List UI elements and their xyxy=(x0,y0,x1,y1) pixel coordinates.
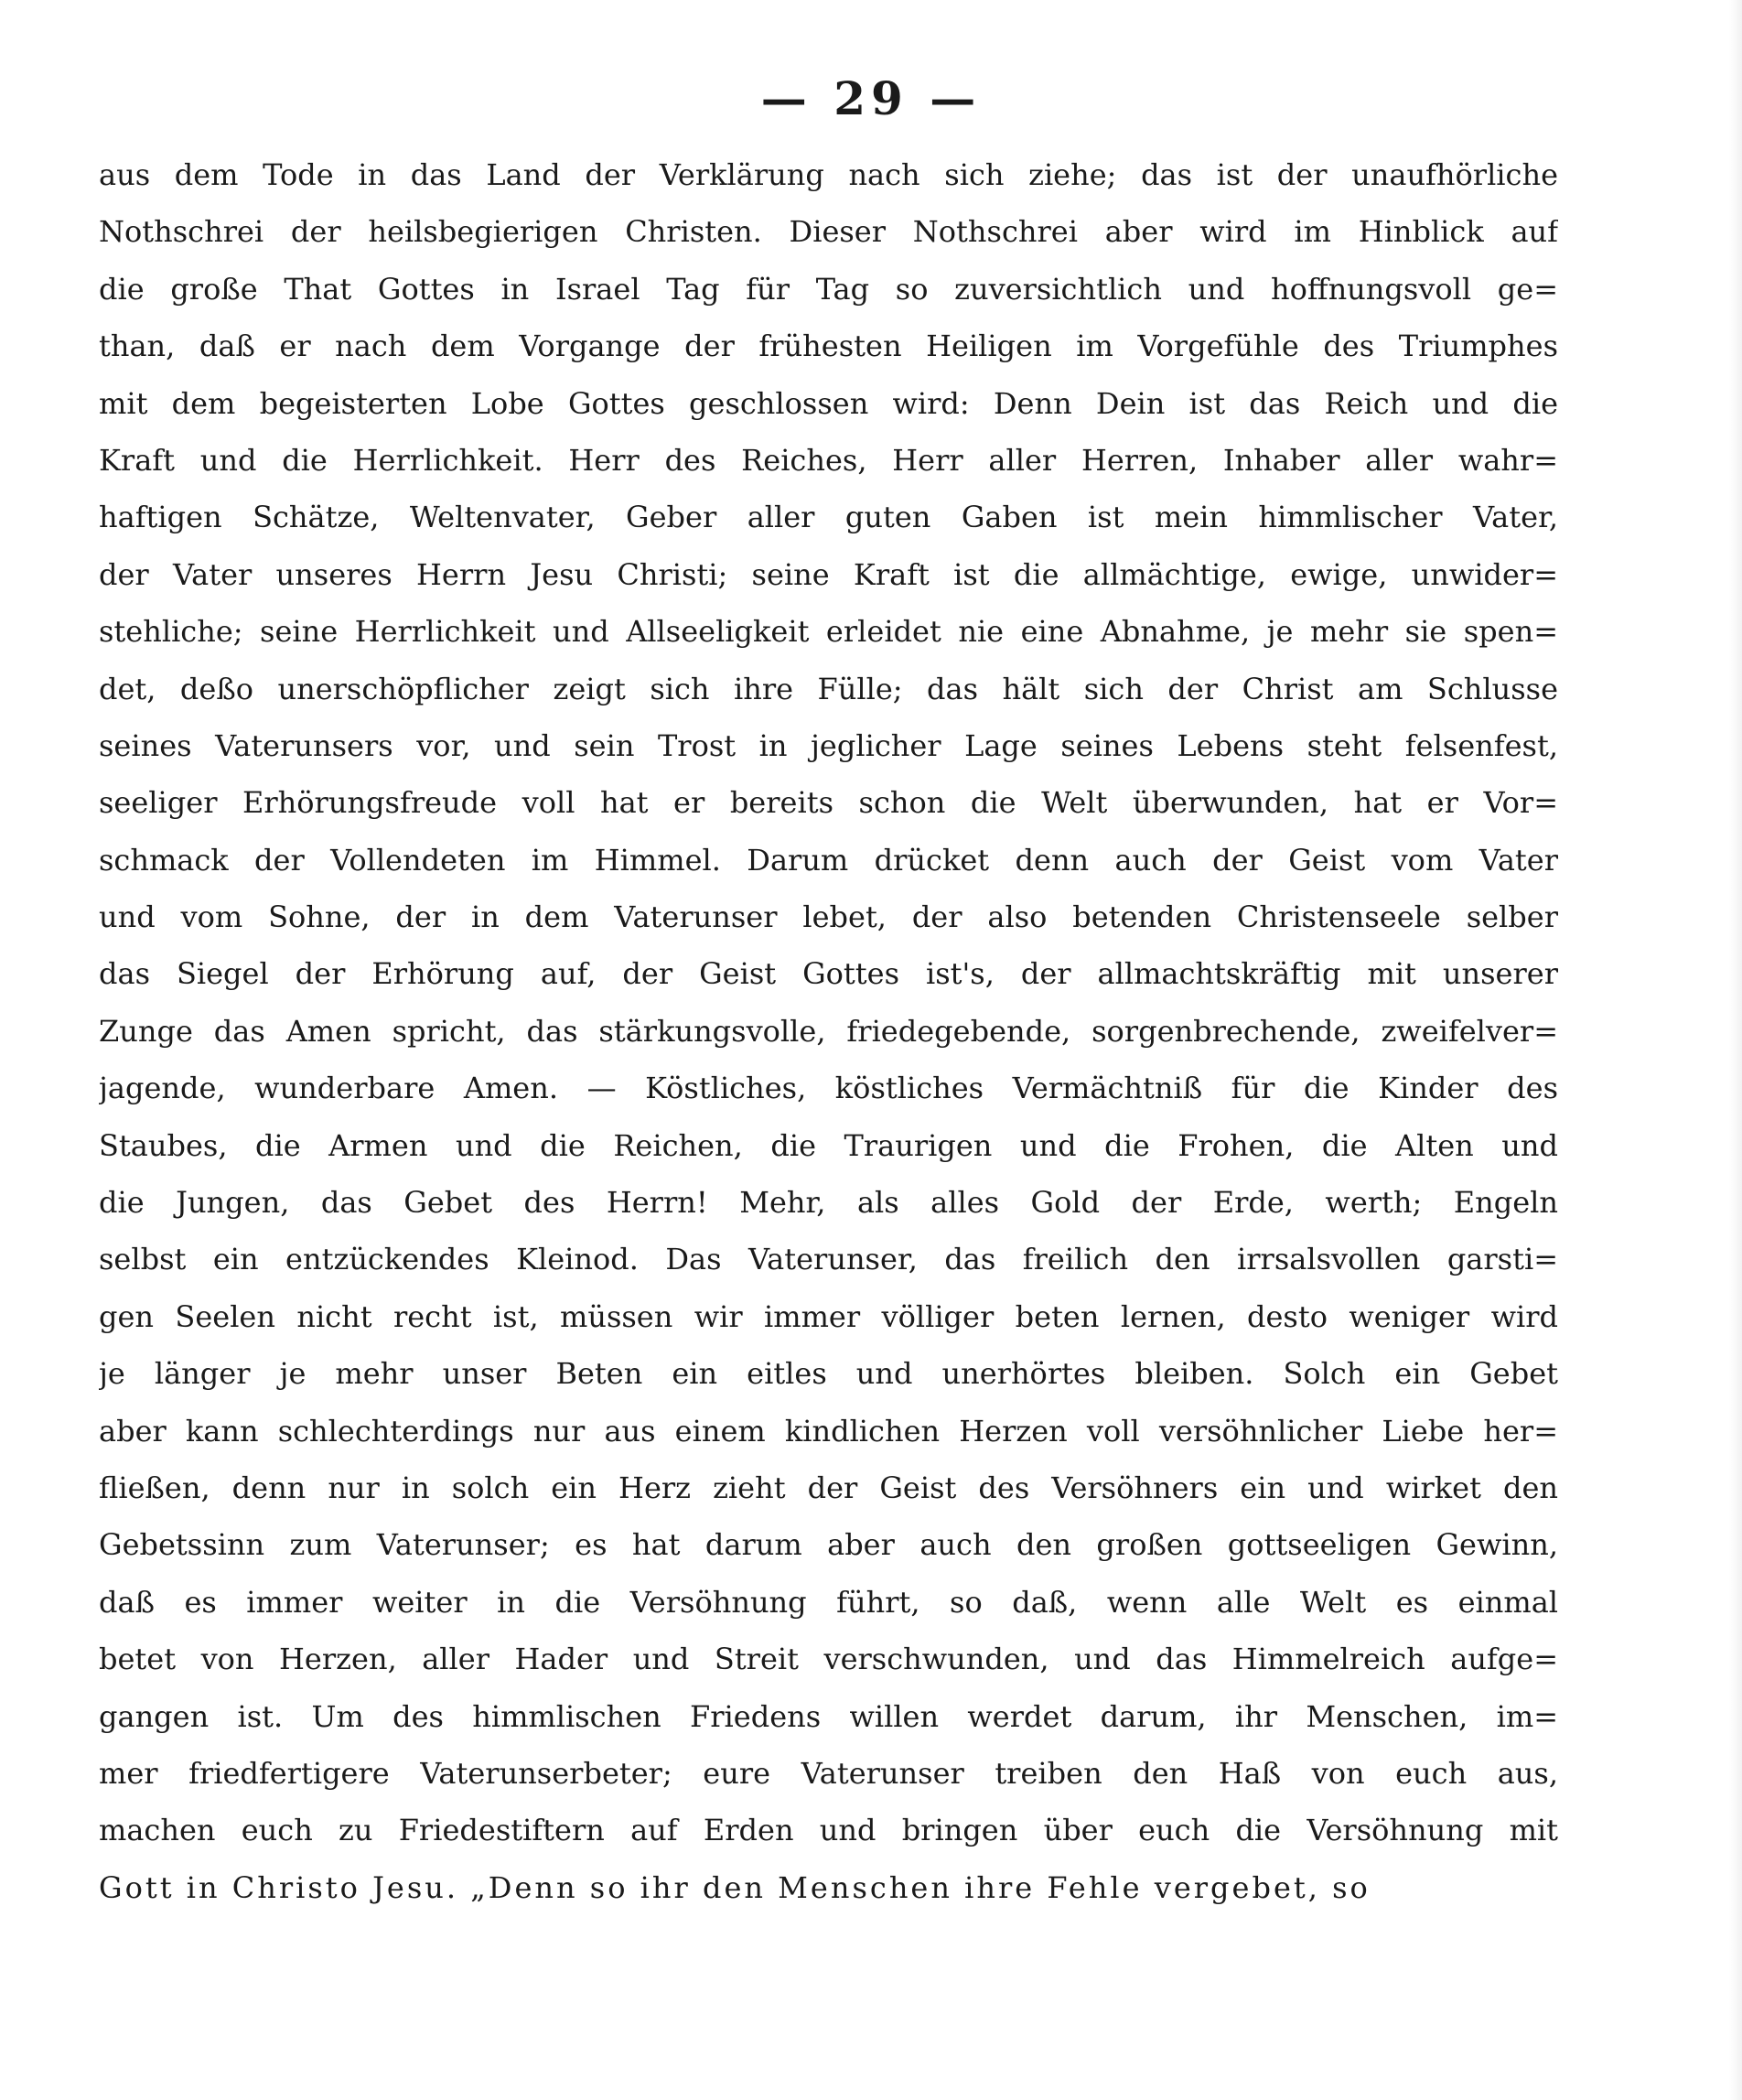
text-line: stehliche; seine Herrlichkeit und Allseeligkeit erleidet nie eine Abnahme, je mehr sie spen= xyxy=(99,614,1558,650)
text-line: seeliger Erhörungsfreude voll hat er bereits schon die Welt überwunden, hat er Vor= xyxy=(99,785,1558,821)
text-line: fließen, denn nur in solch ein Herz zieht der Geist des Versöhners ein und wirket den xyxy=(99,1470,1558,1505)
text-line: die große That Gottes in Israel Tag für Tag so zuversichtlich und hoffnungsvoll ge= xyxy=(99,271,1558,307)
text-line: aber kann schlechterdings nur aus einem kindlichen Herzen voll versöhnlicher Liebe her= xyxy=(99,1413,1558,1448)
text-line: das Siegel der Erhörung auf, der Geist Gottes ist's, der allmachtskräftig mit unserer xyxy=(99,956,1558,992)
text-line: gangen ist. Um des himmlischen Friedens willen werdet darum, ihr Menschen, im= xyxy=(99,1698,1558,1734)
text-line: selbst ein entzückendes Kleinod. Das Vaterunser, das freilich den irrsalsvollen garsti= xyxy=(99,1242,1558,1277)
text-line: mer friedfertigere Vaterunserbeter; eure Vaterunser treiben den Haß von euch aus, xyxy=(99,1755,1558,1791)
text-line: betet von Herzen, aller Hader und Streit verschwunden, und das Himmelreich aufge= xyxy=(99,1642,1558,1677)
text-line: der Vater unseres Herrn Jesu Christi; seine Kraft ist die allmächtige, ewige, unwider= xyxy=(99,556,1558,592)
text-line: je länger je mehr unser Beten ein eitles und unerhörtes bleiben. Solch ein Gebet xyxy=(99,1356,1558,1392)
text-line: jagende, wunderbare Amen. — Köstliches, köstliches Vermächtniß für die Kinder des xyxy=(99,1071,1558,1106)
text-line: Gott in Christo Jesu. „Denn so ihr den Menschen ihre Fehle vergebet, so xyxy=(99,1869,1371,1905)
text-line: Nothschrei der heilsbegierigen Christen. Dieser Nothschrei aber wird im Hinblick auf xyxy=(99,214,1558,250)
text-line: Staubes, die Armen und die Reichen, die Traurigen und die Frohen, die Alten und xyxy=(99,1127,1558,1163)
text-line: than, daß er nach dem Vorgange der frühesten Heiligen im Vorgefühle des Triumphes xyxy=(99,328,1558,364)
text-line: gen Seelen nicht recht ist, müssen wir immer völliger beten lernen, desto weniger wird xyxy=(99,1298,1558,1334)
text-line: haftigen Schätze, Weltenvater, Geber aller guten Gaben ist mein himmlischer Vater, xyxy=(99,500,1558,535)
text-line: daß es immer weiter in die Versöhnung führt, so daß, wenn alle Welt es einmal xyxy=(99,1584,1558,1620)
text-line: mit dem begeisterten Lobe Gottes geschlossen wird: Denn Dein ist das Reich und die xyxy=(99,385,1558,421)
text-line: die Jungen, das Gebet des Herrn! Mehr, als alles Gold der Erde, werth; Engeln xyxy=(99,1185,1558,1221)
text-line: schmack der Vollendeten im Himmel. Darum drücket denn auch der Geist vom Vater xyxy=(99,842,1558,878)
text-line: Gebetssinn zum Vaterunser; es hat darum aber auch den großen gottseeligen Gewinn, xyxy=(99,1527,1558,1563)
body-text xyxy=(99,146,1558,1916)
page-number: — 29 — xyxy=(760,71,982,125)
text-line: seines Vaterunsers vor, und sein Trost in jeglicher Lage seines Lebens steht felsenfest, xyxy=(99,727,1558,763)
text-line: machen euch zu Friedestiftern auf Erden und bringen über euch die Versöhnung mit xyxy=(99,1813,1558,1848)
text-line: Kraft und die Herrlichkeit. Herr des Reiches, Herr aller Herren, Inhaber aller wahr= xyxy=(99,442,1558,478)
text-line: Zunge das Amen spricht, das stärkungsvolle, friedegebende, sorgenbrechende, zweifelver= xyxy=(99,1013,1558,1049)
text-line: und vom Sohne, der in dem Vaterunser lebet, der also betenden Christenseele selber xyxy=(99,899,1558,935)
text-line: det, deßo unerschöpflicher zeigt sich ihre Fülle; das hält sich der Christ am Schlusse xyxy=(99,671,1558,706)
text-line: aus dem Tode in das Land der Verklärung nach sich ziehe; das ist der unaufhörliche xyxy=(99,157,1558,192)
page-edge-shadow xyxy=(1729,0,1742,2100)
